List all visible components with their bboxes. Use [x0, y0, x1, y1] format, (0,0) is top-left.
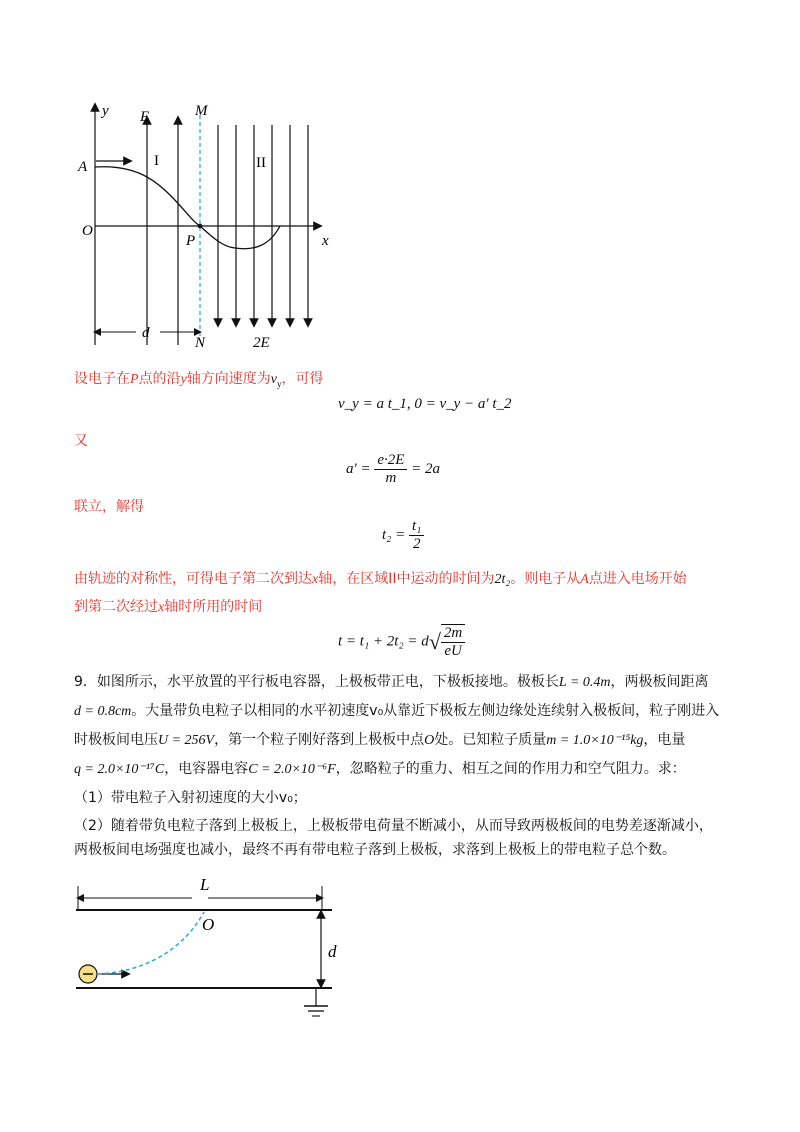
question-2-line-2: 两极板间电场强度也减小，最终不再有带电粒子落到上极板，求落到上极板上的带电粒子总个数。: [74, 842, 676, 858]
symmetry-line-1: 由轨迹的对称性，可得电子第二次到达x轴，在区域II中运动的时间为2t₂。则电子从A点进入电场开始: [74, 571, 687, 587]
problem9-text: 9．如图所示，水平放置的平行板电容器，上极板带正电，下极板接地。极板长L = 0.4m，两极板间距离 d = 0.8cm。大量带负电粒子以相同的水平初速度v₀从靠近下极板左侧边缘处连续射入极板间，粒子刚进入 时极板间电压U = 256V，第一个粒子刚好落到上极板中点O处。已知粒子质量m = 1.0×10⁻¹⁵kg，电量 q = 2.0×10⁻¹⁷C，电容器电容C = 2.0×10⁻⁶F，忽略粒子的重力、相互之间的作用力和空气阻力。求： （1）带电粒子入射初速度的大小v₀； （2）随着带负电粒子落到上极板上，上极板带电荷量不断减小，从而导致两极板间的电势差逐渐减小， 两极板间电场强度也减小，最终不再有带电粒子落到上极板，求落到上极板上的带电粒子总个数。: [74, 670, 744, 862]
field-E-label: E: [140, 109, 150, 125]
point-A-label: A: [78, 159, 88, 175]
width-d-label: d: [142, 325, 150, 341]
point-O-label: O: [202, 915, 215, 934]
equation-2: a' = $\frac{e\cdot 2E}{m}$ = 2a: [346, 452, 441, 486]
solution-lianli: 联立，解得: [74, 499, 144, 515]
question-1: （1）带电粒子入射初速度的大小v₀；: [74, 790, 307, 806]
field-diagram: [70, 95, 350, 357]
point-P-label: P: [186, 233, 196, 249]
y-axis-label: y: [102, 103, 109, 119]
solution-line-1: 设电子在P点的沿y轴方向速度为$v_y$，可得: [74, 371, 324, 389]
boundary-M-label: M: [195, 103, 208, 119]
length-L-label: L: [200, 875, 210, 894]
origin-O-label: O: [82, 223, 93, 239]
equation-4: t = t₁ + 2t₂ = d√ $\frac{2m}{eU}$: [338, 624, 465, 660]
equation-3: t₂ = $\frac{\text{t₁}}{2}$: [382, 518, 424, 553]
equation-1: v_y = a t_1, 0 = v_y − a' t_2: [338, 396, 512, 412]
capacitor-diagram: [72, 872, 362, 1032]
boundary-N-label: N: [195, 335, 206, 351]
field-2E-label: 2E: [253, 335, 270, 351]
question-2-line-1: （2）随着带负电粒子落到上极板上，上极板带电荷量不断减小，从而导致两极板间的电势差逐渐减小，: [74, 818, 713, 834]
symmetry-line-2: 到第二次经过x轴时所用的时间: [74, 599, 263, 615]
x-axis-label: x: [322, 233, 329, 249]
solution-you: 又: [74, 433, 88, 449]
region-I-label: I: [154, 153, 159, 169]
gap-d-label: d: [328, 942, 337, 961]
region-II-label: II: [256, 155, 266, 171]
